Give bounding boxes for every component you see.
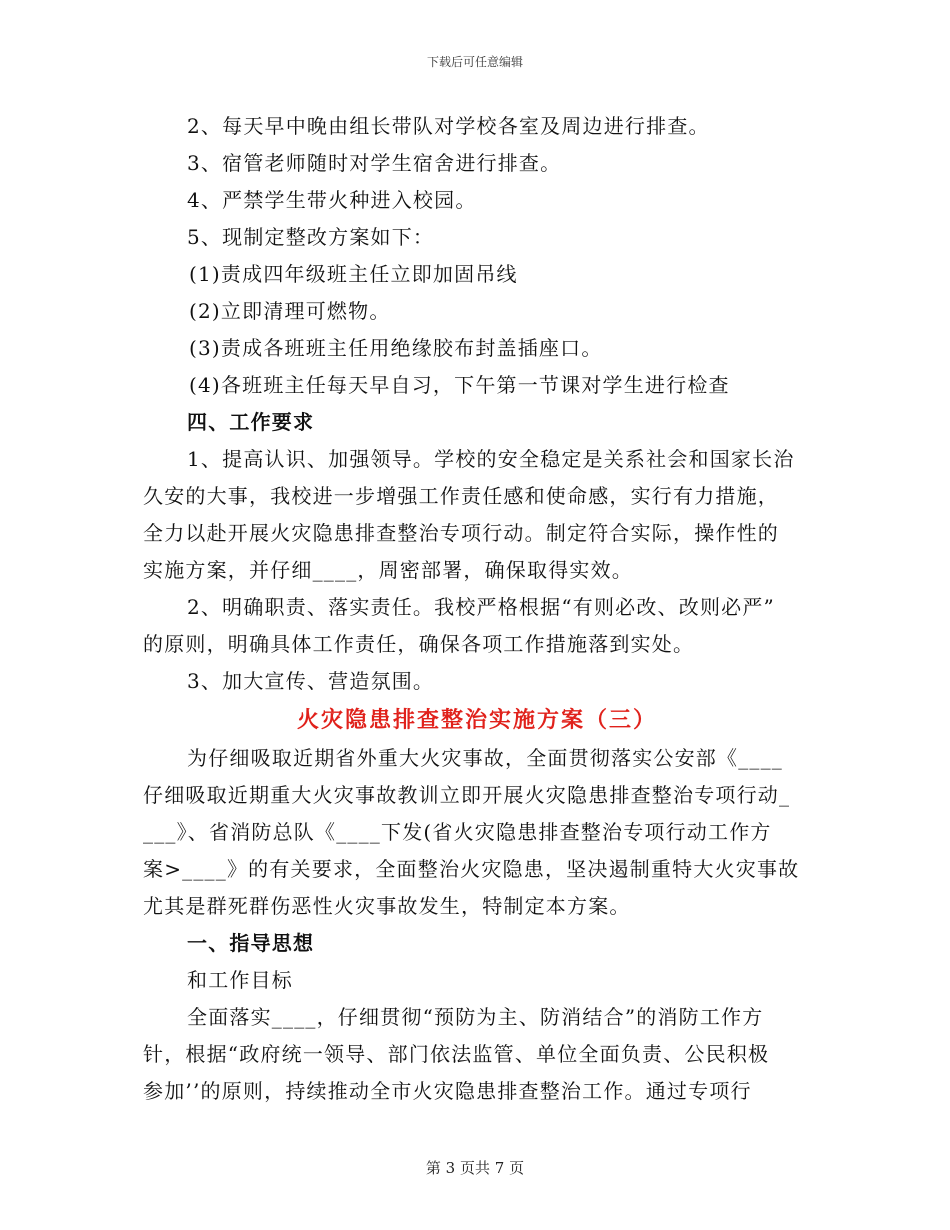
- text-line: 3、宿管老师随时对学生宿舍进行排查。: [187, 151, 562, 175]
- text-line: 实施方案，并仔细____，周密部署，确保取得实效。: [143, 558, 633, 582]
- text-line: 针，根据“政府统一领导、部门依法监管、单位全面负责、公民积极: [143, 1042, 770, 1066]
- text-line: (1)责成四年级班主任立即加固吊线: [189, 262, 518, 286]
- text-line: (2)立即清理可燃物。: [189, 299, 391, 323]
- section-heading: 四、工作要求: [187, 410, 315, 434]
- text-line: 的原则，明确具体工作责任，确保各项工作措施落到实处。: [143, 632, 695, 656]
- text-line: (3)责成各班班主任用绝缘胶布封盖插座口。: [189, 336, 603, 360]
- text-line: 参加’’的原则，持续推动全市火灾隐患排查整治工作。通过专项行: [143, 1079, 752, 1103]
- section-heading: 一、指导思想: [187, 931, 315, 955]
- text-line: 久安的大事，我校进一步增强工作责任感和使命感，实行有力措施，: [143, 484, 779, 508]
- text-line: 和工作目标: [187, 968, 293, 992]
- text-line: 全力以赴开展火灾隐患排查整治专项行动。制定符合实际，操作性的: [143, 521, 779, 545]
- paragraphs-part-2: [143, 740, 811, 1110]
- text-line: 2、每天早中晚由组长带队对学校各室及周边进行排查。: [187, 114, 710, 138]
- text-line: 3、加大宣传、营造氛围。: [187, 669, 435, 693]
- text-line: (4)各班班主任每天早自习，下午第一节课对学生进行检查: [189, 373, 730, 397]
- page-number: 第 3 页共 7 页: [425, 1159, 525, 1177]
- text-line: 尤其是群死群伤恶性火灾事故发生，特制定本方案。: [143, 894, 631, 918]
- text-line: 2、明确职责、落实责任。我校严格根据“有则必改、改则必严”: [187, 595, 775, 619]
- document-body: [143, 108, 811, 1110]
- text-line: ___》、省消防总队《____下发(省火灾隐患排查整治专项行动工作方: [143, 820, 772, 844]
- text-line: 全面落实____，仔细贯彻“预防为主、防消结合”的消防工作方: [187, 1005, 764, 1029]
- text-line: 仔细吸取近期重大火灾事故教训立即开展火灾隐患排查整治专项行动_: [143, 783, 791, 807]
- text-line: 案>____》的有关要求，全面整治火灾隐患，坚决遏制重特大火灾事故: [143, 857, 800, 881]
- text-line: 4、严禁学生带火种进入校园。: [187, 188, 477, 212]
- section-title: 火灾隐患排查整治实施方案（三）: [296, 707, 657, 733]
- text-line: 5、现制定整改方案如下：: [187, 225, 435, 249]
- text-line: 为仔细吸取近期省外重大火灾事故，全面贯彻落实公安部《____: [187, 746, 783, 770]
- text-line: 1、提高认识、加强领导。学校的安全稳定是关系社会和国家长治: [187, 447, 795, 471]
- page-header: 下载后可任意编辑: [426, 55, 523, 69]
- paragraphs-part-1: [143, 108, 811, 700]
